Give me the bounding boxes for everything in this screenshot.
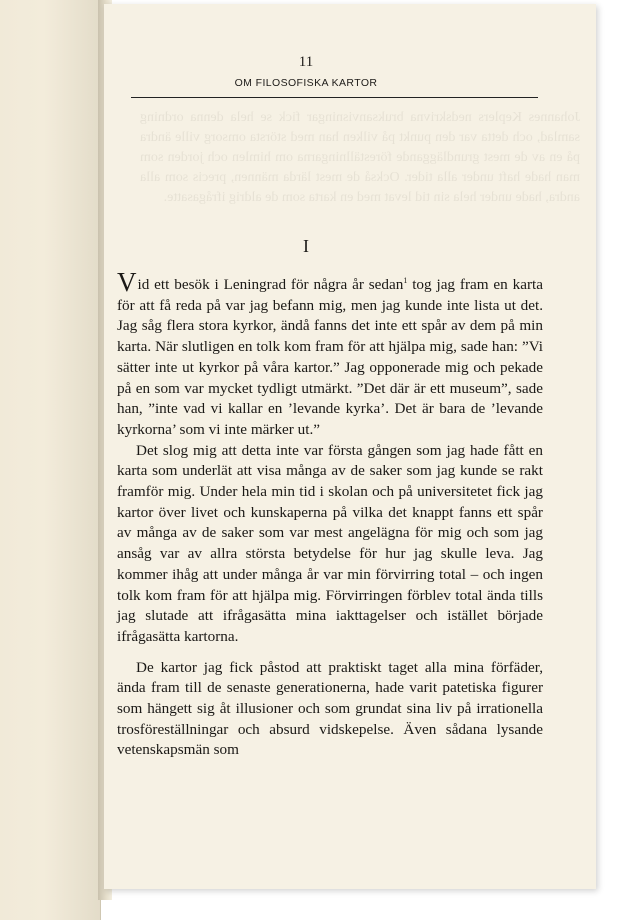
section-number: I (303, 236, 309, 256)
paragraph-3: De kartor jag fick påstod att praktiskt taget alla mina förfäder, ända fram till de senaste generationerna, hade varit patetiska figurer som hängett sig åt illusioner och som grundat sina liv på irrationella trosföreställningar och absurd vidskepelse. Även sådana lysande vetenskapsmän som (117, 658, 543, 759)
chapter-number: 11 (298, 54, 314, 70)
paragraph-2: Det slog mig att detta inte var första gången som jag hade fått en karta som underlät att visa många av de saker som jag kunde se rakt framför mig. Under hela min tid i skolan och på universitetet fick jag kartor över livet och kunskaperna på vilka det knappt fanns ett spår av många av de saker som var mest angelägna för mig och som jag ansåg var av allra största betydelse för hur jag skulle leva. Jag kommer ihåg att under många år var min förvirring total – och ingen tolk kom fram för att hjälpa mig. Förvirringen förblev total ända tills jag slutade att ifrågasätta mina iakttagelser och istället började ifrågasätta kartorna. (117, 441, 543, 645)
footnote-marker: 1 (403, 275, 408, 285)
body-text (117, 267, 543, 761)
chapter-title: OM FILOSOFISKA KARTOR (234, 77, 378, 89)
show-through-text: Johannes Keplers nedskrivna bruksanvisningar fick se hela denna ordning samlad, och detta var den punkt på vilken han med största omsorg ville ändra på en av de mest grundläggande föreställningarna om himlen och jorden som man hade haft under alla tider. Också de mest lärda männen, precis som alla andra, hade under hela sin tid levat med en karta som de aldrig ifrågasatte. (140, 110, 580, 205)
paragraph-1-lead: Vid ett besök i Leningrad för några år sedan (117, 267, 404, 297)
facing-page (0, 0, 101, 920)
paragraph-1-rest: tog jag fram en karta för att få reda på var jag befann mig, men jag kunde inte lista ut det. Jag såg flera stora kyrkor, ändå fanns det inte ett spår av dem på min karta. När slutligen en tolk kom fram för att hjälpa mig, sade han: ”Vi sätter inte ut kyrkor på våra kartor.” Jag opponerade mig och pekade på en som var mycket tydligt utmärkt. ”Det där är ett museum”, sade han, ”inte vad vi kallar en ’levande kyrka’. Det är bara de ’levande kyrkorna’ som vi inte märker ut.” (117, 276, 543, 438)
header-rule (131, 97, 538, 98)
paragraph-1 (117, 267, 543, 441)
